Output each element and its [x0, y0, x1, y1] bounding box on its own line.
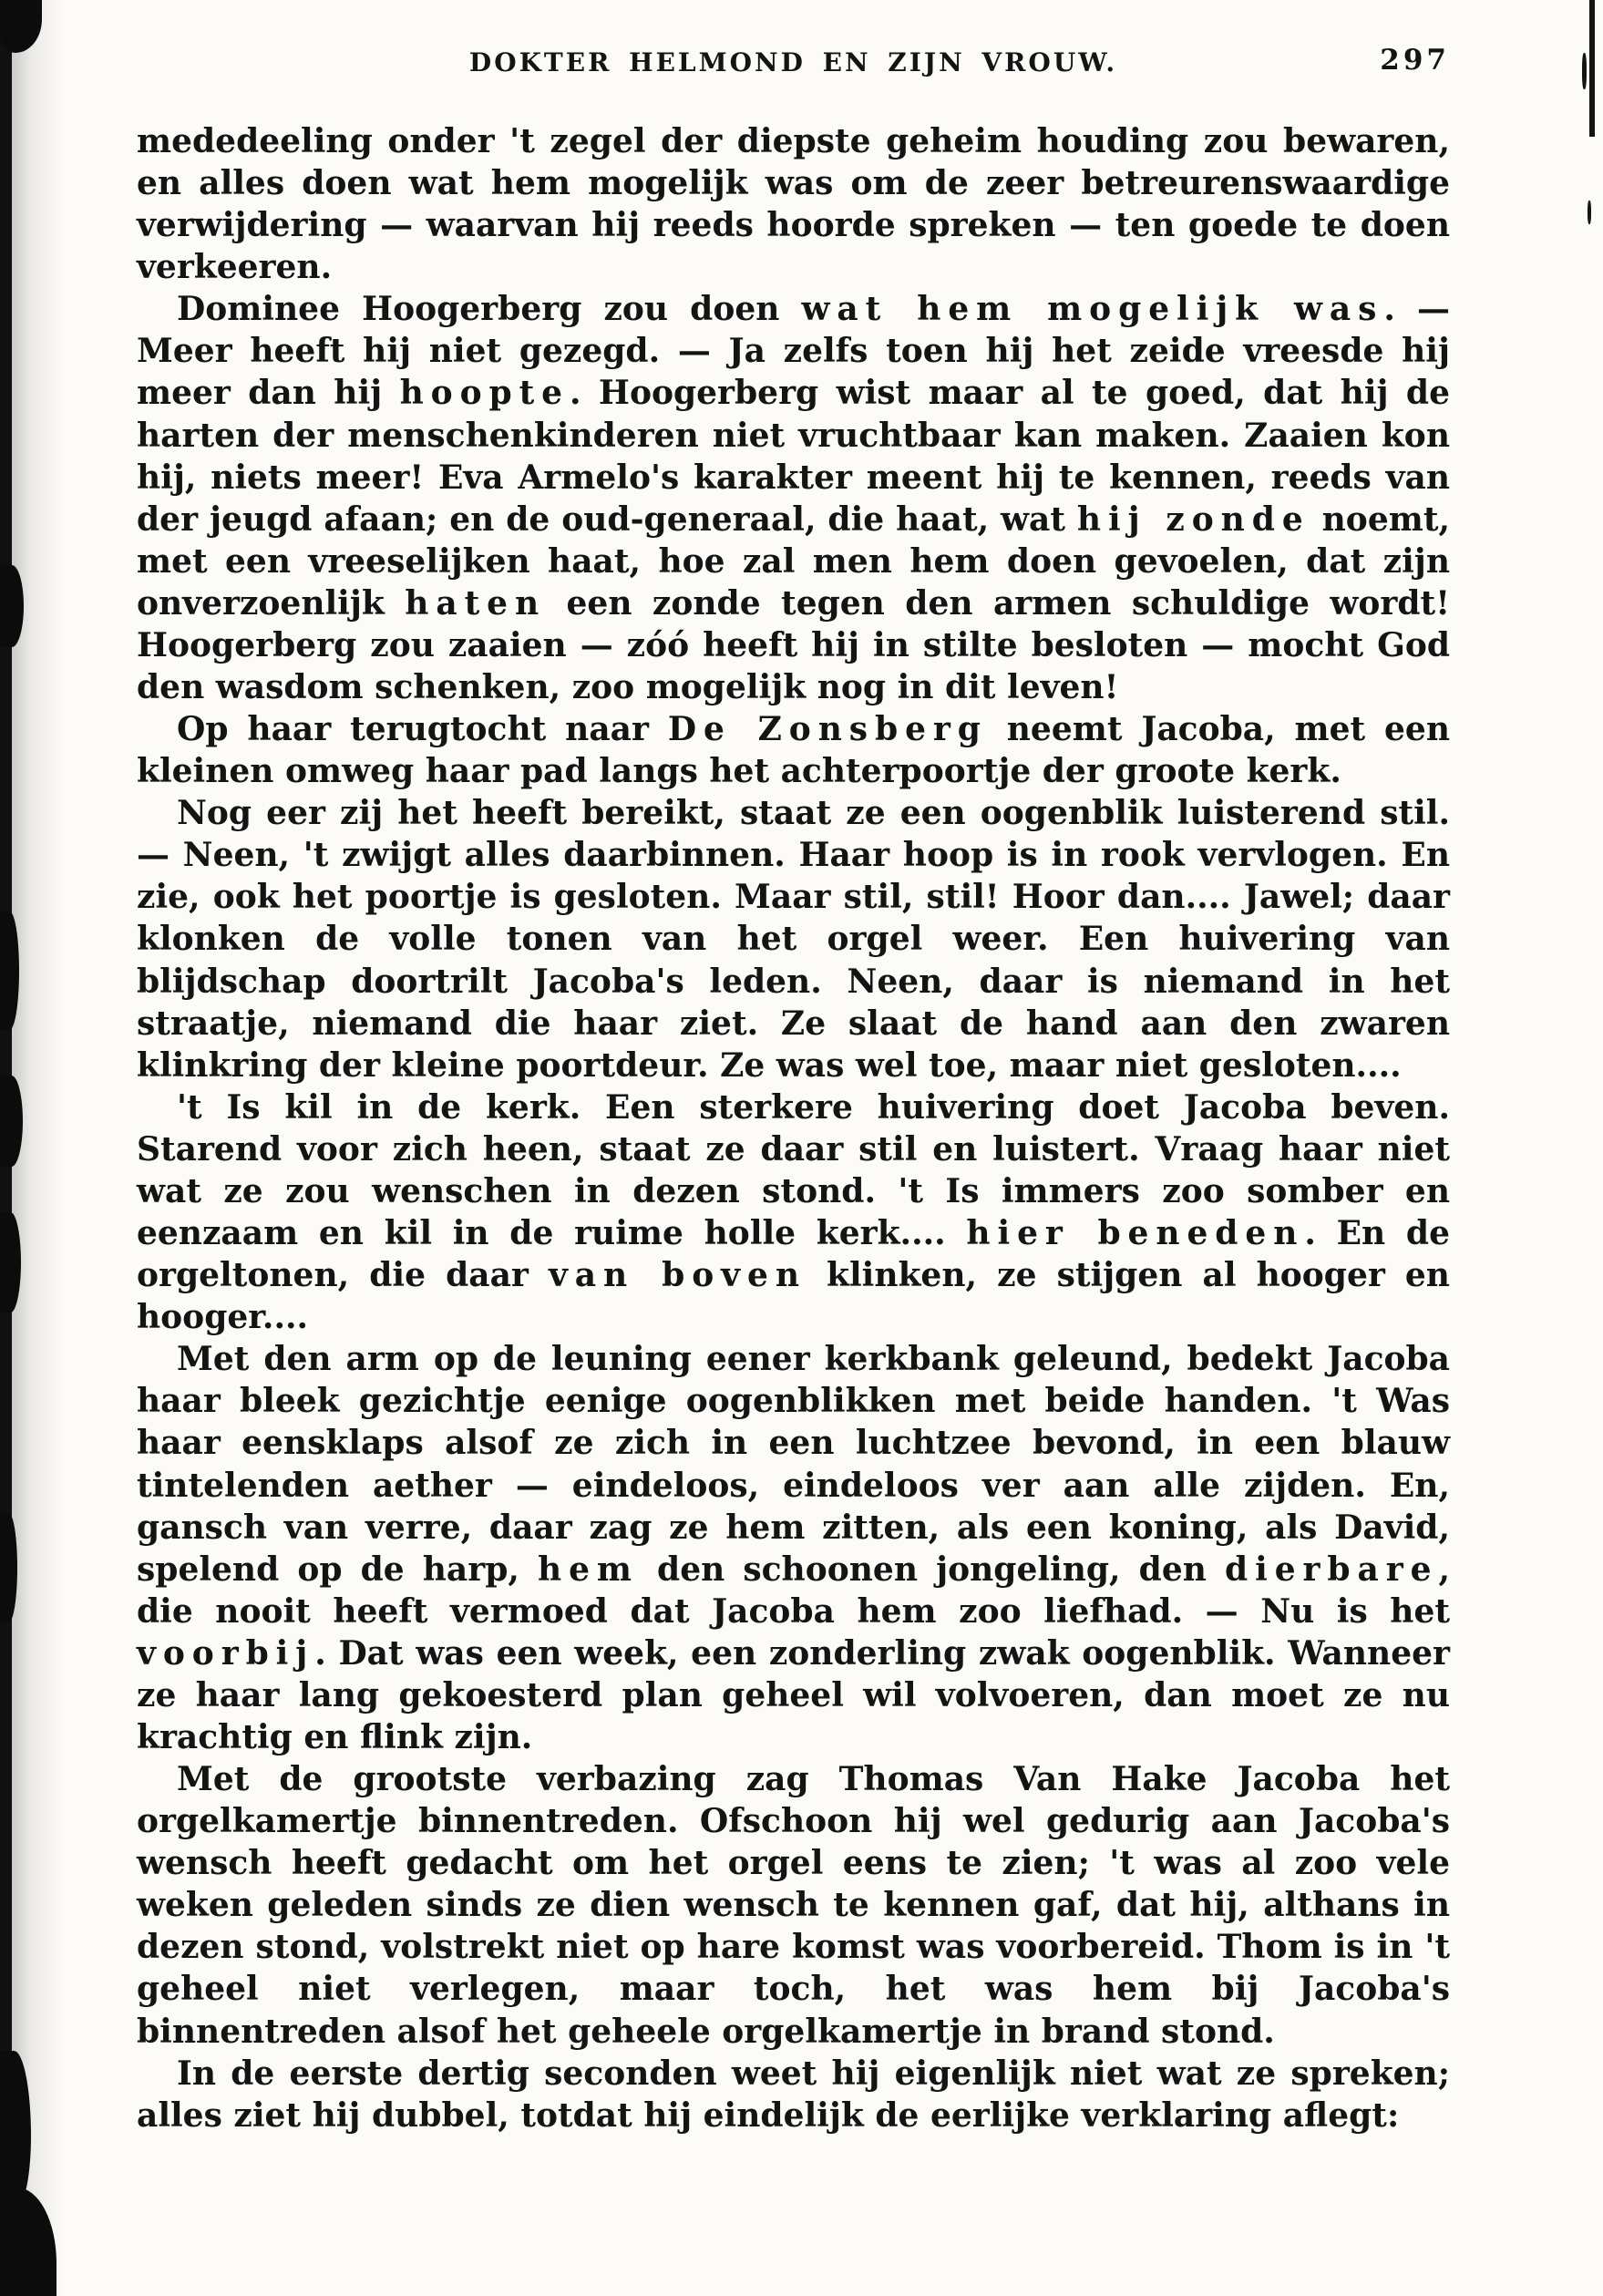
text-segment: , die nooit heeft vermoed dat Jacoba hem zoo liefhad. — Nu is het	[137, 1550, 1450, 1631]
text-segment: neemt Jacoba, met een kleinen omweg haar pad langs het achterpoortje der groote kerk.	[137, 710, 1450, 791]
running-header-title: DOKTER HELMOND EN ZIJN VROUW.	[468, 47, 1118, 77]
text-segment: Dominee Hoogerberg zou doen	[177, 290, 802, 329]
paragraph	[137, 288, 1450, 708]
text-segment: Met de grootste verbazing zag Thomas Van Hake Jacoba het orgelkamertje binnentreden. Ofschoon hij wel gedurig aan Jacoba's wensch heeft gedacht om het orgel eens te zien; 't was al zoo vele weken geleden sinds ze dien wensch te kennen gaf, dat hij, althans in dezen stond, volstrekt niet op hare komst was voorbereid. Thom is in 't geheel niet verlegen, maar toch, het was hem bij Jacoba's binnentreden alsof het geheele orgelkamertje in brand stond.	[137, 1760, 1450, 2051]
scan-artifact-blob	[0, 911, 19, 1030]
text-segment: . En de orgeltonen, die daar	[137, 1214, 1450, 1295]
text-segment: In de eerste dertig seconden weet hij eigenlijk niet wat ze spreken; alles ziet hij dubbel, totdat hij eindelijk de eerlijke verklaring aflegt:	[137, 2054, 1450, 2135]
paragraph	[137, 1758, 1450, 2053]
scan-artifact-right-edge	[1588, 201, 1591, 224]
text-segment: den schoonen jongeling, den	[638, 1550, 1225, 1589]
scan-artifact-blob	[0, 1076, 23, 1167]
text-segment: Nog eer zij het heeft bereikt, staat ze een oogenblik luisterend stil. — Neen, 't zwijgt alles daarbinnen. Haar hoop is in rook vervlogen. En zie, ook het poortje is gesloten. Maar stil, stil! Hoor dan.... Jawel; daar klonken de volle tonen van het orgel weer. Een huivering van blijdschap doortrilt Jacoba's leden. Neen, daar is niemand in het straatje, niemand die haar ziet. Ze slaat de hand aan den zwaren klinkring der kleine poortdeur. Ze was wel toe, maar niet gesloten....	[137, 794, 1450, 1085]
emphasized-text: voorbij	[137, 1633, 315, 1673]
paragraph	[137, 1086, 1450, 1338]
text-segment: klinken, ze stijgen al hooger en hooger....	[137, 1256, 1450, 1337]
text-segment: 't Is kil in de kerk. Een sterkere huivering doet Jacoba beven. Starend voor zich heen, staat ze daar stil en luistert. Vraag haar niet wat ze zou wenschen in dezen stond. 't Is immers zoo somber en eenzaam en kil in de ruime holle kerk....	[137, 1087, 1450, 1253]
running-header	[137, 44, 1450, 84]
scan-artifact-blob	[0, 565, 24, 647]
text-segment: Op haar terugtocht naar	[177, 710, 668, 749]
scan-artifact-blob	[0, 1212, 21, 1313]
paragraph	[137, 120, 1450, 288]
emphasized-text: haten	[405, 583, 547, 623]
emphasized-text: hij zonde	[1076, 499, 1310, 539]
scan-artifact-right-edge	[1589, 0, 1595, 137]
paragraph	[137, 708, 1450, 792]
emphasized-text: De Zonsberg	[667, 710, 988, 749]
scan-artifact-blob	[0, 2051, 31, 2206]
text-segment: noemt, met een vreeselijken haat, hoe zal men hem doen gevoelen, dat zijn onverzoenlijk	[137, 499, 1450, 623]
text-segment: . Hoogerberg wist maar al te goed, dat hij de harten der menschenkinderen niet vruchtbaar kan maken. Zaaien kon hij, niets meer! Eva Armelo's karakter meent hij te kennen, reeds van der jeugd afaan; en de oud-generaal, die haat, wat	[137, 374, 1450, 539]
emphasized-text: hier beneden	[966, 1214, 1305, 1253]
body-text	[137, 120, 1450, 2136]
paragraph	[137, 792, 1450, 1086]
text-segment: . Dat was een week, een zonderling zwak oogenblik. Wanneer ze haar lang gekoesterd plan geheel wil volvoeren, dan moet ze nu krachtig en flink zijn.	[137, 1633, 1450, 1756]
emphasized-text: hem	[538, 1550, 639, 1589]
emphasized-text: van boven	[548, 1256, 807, 1295]
scan-artifact-blob	[0, 2188, 57, 2296]
text-segment: mededeeling onder 't zegel der diepste geheim houding zou bewaren, en alles doen wat hem mogelijk was om de zeer betreurenswaardige verwijdering — waarvan hij reeds hoorde spreken — ten goede te doen verkeeren.	[137, 122, 1450, 287]
page-number: 297	[1380, 44, 1450, 77]
emphasized-text: wat hem mogelijk was	[801, 290, 1384, 329]
text-segment: Met den arm op de leuning eener kerkbank geleund, bedekt Jacoba haar bleek gezichtje eenige oogenblikken met beide handen. 't Was haar eensklaps alsof ze zich in een luchtzee bevond, in een blauw tintelenden aether — eindeloos, eindeloos ver aan alle zijden. En, gansch van verre, daar zag ze hem zitten, als een koning, als David, spelend op de harp,	[137, 1340, 1450, 1589]
text-segment: . — Meer heeft hij niet gezegd. — Ja zelfs toen hij het zeide vreesde hij meer dan hij	[137, 290, 1450, 413]
scan-artifact-blob	[0, 0, 42, 53]
paragraph	[137, 2053, 1450, 2136]
scan-artifact-blob	[0, 1513, 17, 1622]
emphasized-text: dierbare	[1225, 1550, 1439, 1589]
scan-artifact-right-edge	[1582, 53, 1587, 89]
text-segment: een zonde tegen den armen schuldige wordt! Hoogerberg zou zaaien — zóó heeft hij in stilte besloten — mocht God den wasdom schenken, zoo mogelijk nog in dit leven!	[137, 583, 1450, 707]
paragraph	[137, 1338, 1450, 1758]
emphasized-text: hoopte	[399, 374, 570, 413]
